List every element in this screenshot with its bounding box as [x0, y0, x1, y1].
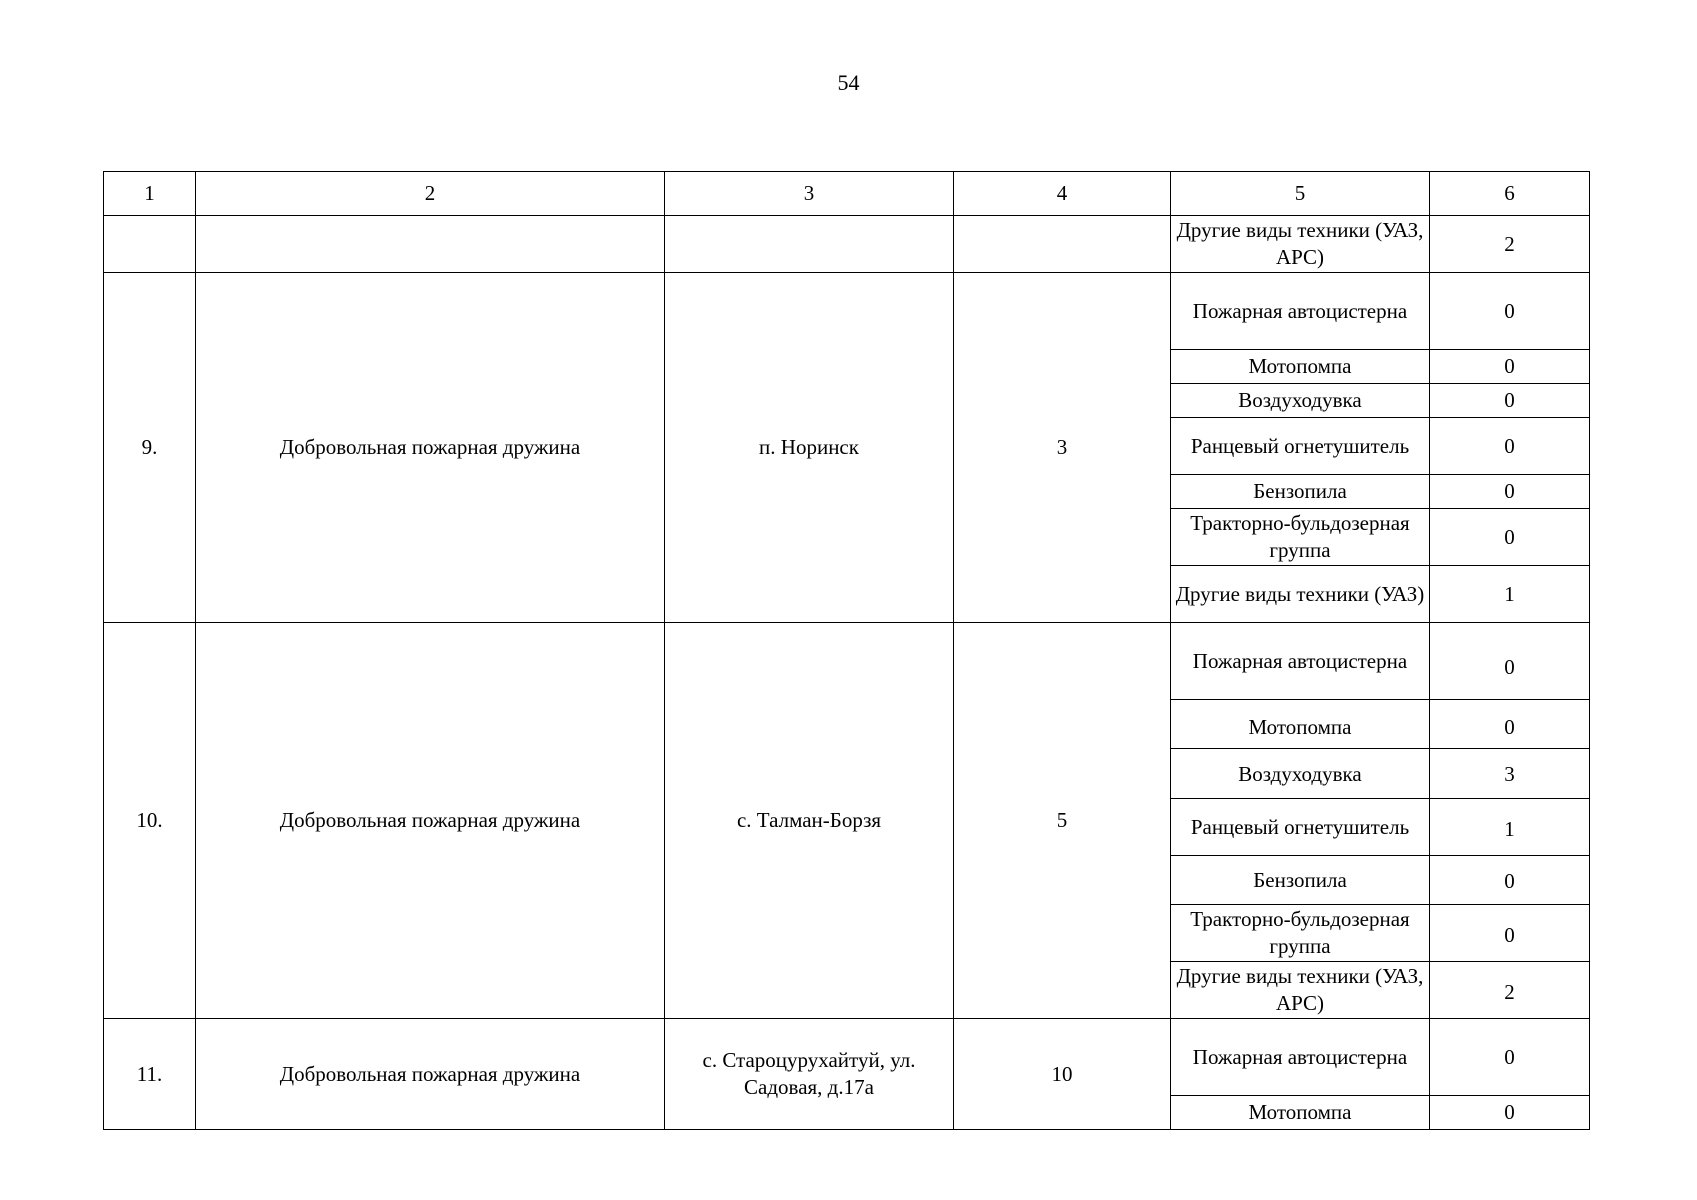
organization-cell: Добровольная пожарная дружина — [196, 623, 665, 1019]
location-cell: п. Норинск — [665, 273, 954, 623]
entry-number-cell: 11. — [104, 1019, 196, 1130]
equipment-type-cell: Другие виды техники (УАЗ, АРС) — [1171, 216, 1430, 273]
header-cell: 2 — [196, 172, 665, 216]
personnel-count-cell: 3 — [954, 273, 1171, 623]
equipment-table — [103, 171, 1590, 1130]
equipment-count-cell: 0 — [1430, 273, 1590, 350]
equipment-type-cell: Мотопомпа — [1171, 350, 1430, 384]
equipment-type-cell: Воздуходувка — [1171, 749, 1430, 799]
equipment-count-cell: 2 — [1430, 216, 1590, 273]
equipment-count-cell: 0 — [1430, 623, 1590, 700]
empty-cell — [665, 216, 954, 273]
equipment-type-cell: Пожарная автоцистерна — [1171, 623, 1430, 700]
equipment-type-cell: Пожарная автоцистерна — [1171, 273, 1430, 350]
empty-cell — [954, 216, 1171, 273]
table-row — [104, 623, 1590, 700]
equipment-count-cell: 0 — [1430, 418, 1590, 475]
equipment-type-cell: Мотопомпа — [1171, 1096, 1430, 1130]
equipment-count-cell: 0 — [1430, 509, 1590, 566]
table-row — [104, 1019, 1590, 1096]
empty-cell — [196, 216, 665, 273]
equipment-count-cell: 0 — [1430, 384, 1590, 418]
entry-number-cell: 9. — [104, 273, 196, 623]
equipment-type-cell: Тракторно-бульдозерная группа — [1171, 905, 1430, 962]
equipment-count-cell: 0 — [1430, 1019, 1590, 1096]
equipment-type-cell: Ранцевый огнетушитель — [1171, 799, 1430, 856]
equipment-count-cell: 1 — [1430, 566, 1590, 623]
organization-cell: Добровольная пожарная дружина — [196, 1019, 665, 1130]
entry-number-cell: 10. — [104, 623, 196, 1019]
equipment-type-cell: Ранцевый огнетушитель — [1171, 418, 1430, 475]
personnel-count-cell: 10 — [954, 1019, 1171, 1130]
header-cell: 4 — [954, 172, 1171, 216]
organization-cell: Добровольная пожарная дружина — [196, 273, 665, 623]
header-cell: 1 — [104, 172, 196, 216]
equipment-count-cell: 0 — [1430, 1096, 1590, 1130]
empty-cell — [104, 216, 196, 273]
equipment-type-cell: Воздуходувка — [1171, 384, 1430, 418]
page-number: 54 — [837, 70, 860, 95]
table-row — [104, 273, 1590, 350]
equipment-count-cell: 0 — [1430, 700, 1590, 749]
header-cell: 6 — [1430, 172, 1590, 216]
header-cell: 5 — [1171, 172, 1430, 216]
equipment-type-cell: Пожарная автоцистерна — [1171, 1019, 1430, 1096]
equipment-count-cell: 3 — [1430, 749, 1590, 799]
equipment-type-cell: Тракторно-бульдозерная группа — [1171, 509, 1430, 566]
continuation-row — [104, 216, 1590, 273]
equipment-count-cell: 0 — [1430, 905, 1590, 962]
equipment-count-cell: 0 — [1430, 856, 1590, 905]
location-cell: с. Талман-Борзя — [665, 623, 954, 1019]
equipment-type-cell: Другие виды техники (УАЗ, АРС) — [1171, 962, 1430, 1019]
header-row — [104, 172, 1590, 216]
equipment-type-cell: Бензопила — [1171, 475, 1430, 509]
equipment-count-cell: 1 — [1430, 799, 1590, 856]
equipment-type-cell: Мотопомпа — [1171, 700, 1430, 749]
equipment-type-cell: Бензопила — [1171, 856, 1430, 905]
header-cell: 3 — [665, 172, 954, 216]
equipment-count-cell: 2 — [1430, 962, 1590, 1019]
equipment-type-cell: Другие виды техники (УАЗ) — [1171, 566, 1430, 623]
personnel-count-cell: 5 — [954, 623, 1171, 1019]
equipment-count-cell: 0 — [1430, 350, 1590, 384]
location-cell: с. Староцурухайтуй, ул. Садовая, д.17а — [665, 1019, 954, 1130]
equipment-count-cell: 0 — [1430, 475, 1590, 509]
